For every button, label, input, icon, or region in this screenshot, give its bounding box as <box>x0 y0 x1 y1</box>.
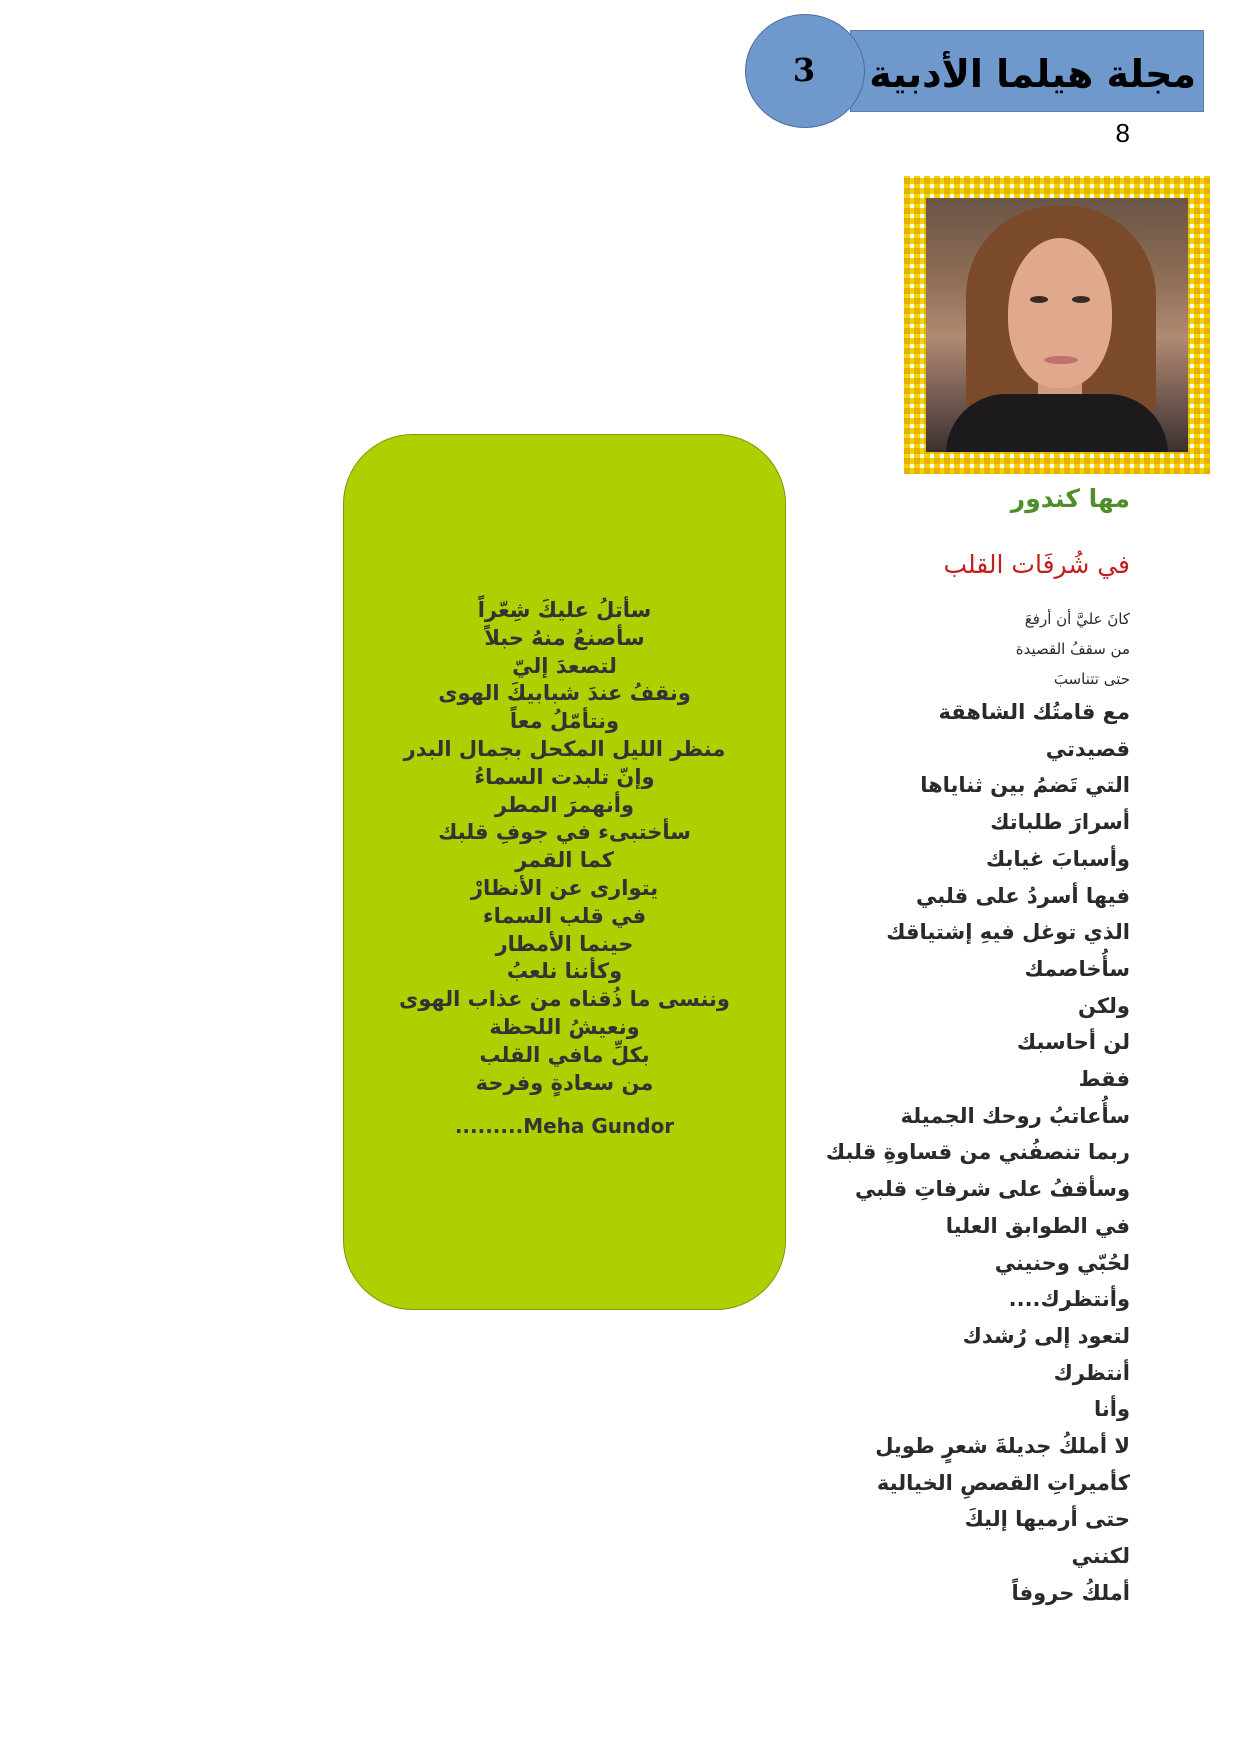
poem-line: التي تَضمُ بين ثناياها <box>920 773 1130 798</box>
signature: .........Meha Gundor <box>454 1114 675 1138</box>
poem-line: سأُعاتبُ روحك الجميلة <box>900 1103 1130 1128</box>
poem-line: كانَ عليَّ أن أرفعَ <box>1024 610 1130 628</box>
green-poem-line: سأصنعُ منهُ حبلاً <box>484 625 645 650</box>
poem-title: في شُرفَات القلب <box>943 550 1130 579</box>
poem-line: فيها أسردُ على قلبي <box>916 883 1130 908</box>
green-poem-line: وكأننا نلعبُ <box>506 959 623 984</box>
poem-line: لا أملكُ جديلةَ شعرٍ طويل <box>875 1434 1130 1459</box>
green-poem-line: سأختبىء في جوفِ قلبك <box>438 820 691 845</box>
poem-line: وأسبابَ غيابك <box>985 846 1130 871</box>
green-poem-line: وأنهمرَ المطر <box>494 792 635 817</box>
green-poem-line: ونتأمّلُ معاً <box>509 709 620 734</box>
poem-line: سأُخاصمك <box>1024 956 1130 981</box>
green-poem-line: سأتلُ عليكَ شِعّراً <box>477 598 652 622</box>
poem-line: ربما تنصفُني من قساوةِ قلبك <box>825 1140 1130 1165</box>
poem-line: لتعود إلى رُشدك <box>962 1323 1130 1348</box>
poem-line: في الطوابق العليا <box>945 1213 1130 1238</box>
green-poem-line: بكلِّ مافي القلب <box>479 1042 650 1067</box>
poem-line: أنتظرك <box>1053 1360 1130 1385</box>
poem-line: من سقفُ القصيدة <box>1015 640 1130 658</box>
magazine-title: مجلة هيلما الأدبية <box>869 52 1196 96</box>
green-poem-line: في قلب السماء <box>482 903 647 928</box>
author-photo-frame <box>904 176 1210 474</box>
poem-line: حتى أرميها إليكَ <box>964 1507 1130 1532</box>
poem-line: لحُبّي وحنيني <box>994 1250 1130 1275</box>
green-poem-body <box>343 597 786 1097</box>
green-poem-line: ونقفُ عندَ شبابيكَ الهوى <box>438 681 691 706</box>
poem-line: ولكن <box>1077 993 1130 1018</box>
poem-line: وأنا <box>1093 1397 1130 1422</box>
poem-line: لكنني <box>1071 1544 1130 1569</box>
poem-line: كأميراتِ القصصِ الخيالية <box>876 1470 1130 1495</box>
poem-line: مع قامتُك الشاهقة <box>938 700 1130 724</box>
green-poem-line: وإنّ تلبدت السماءُ <box>474 764 655 789</box>
poem-line: وسأقفُ على شرفاتِ قلبي <box>854 1177 1130 1202</box>
poem-line: قصيدتي <box>1045 736 1130 761</box>
poem-line: حتى تتناسبَ <box>1053 670 1130 688</box>
poem-line: لن أحاسبك <box>1016 1030 1130 1055</box>
poem-line: وأنتظرك.... <box>1008 1287 1130 1312</box>
page-number: 8 <box>1115 118 1130 148</box>
poem-body <box>780 604 1130 1612</box>
author-photo <box>926 198 1188 452</box>
green-poem-line: لتصعدَ إليّ <box>512 653 617 678</box>
green-poem-line: يتوارى عن الأنظارْ <box>470 875 659 900</box>
poem-line: أسرارَ طلباتك <box>990 810 1130 835</box>
poem-line: الذي توغل فيهِ إشتياقك <box>886 920 1130 945</box>
green-poem-line: كما القمر <box>515 848 614 873</box>
green-poem-line: وننسى ما ذُقناه من عذاب الهوى <box>399 987 730 1012</box>
author-name: مها كندور <box>1010 484 1130 513</box>
issue-number: 3 <box>792 51 816 89</box>
green-poem-line: حينما الأمطار <box>495 931 634 956</box>
poem-line: أملكُ حروفاً <box>1011 1580 1130 1605</box>
green-poem-line: ونعيشُ اللحظة <box>489 1014 640 1039</box>
poem-line: فقط <box>1078 1067 1130 1092</box>
green-poem-line: منظر الليل المكحل بجمال البدر <box>403 736 726 761</box>
green-poem-line: من سعادةٍ وفرحة <box>475 1070 654 1095</box>
